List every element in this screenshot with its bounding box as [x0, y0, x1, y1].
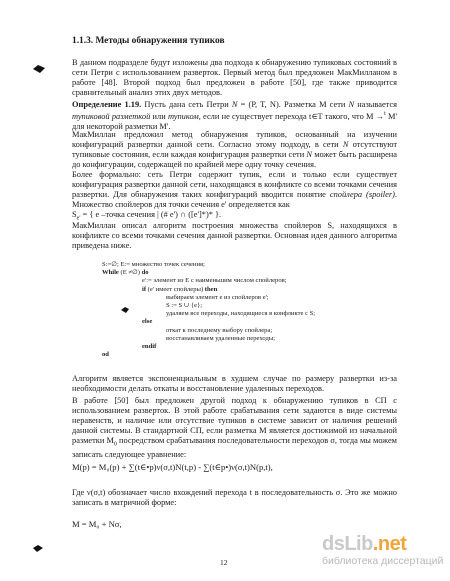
watermark: [322, 533, 446, 567]
scan-mark-top: [32, 64, 46, 74]
spoiler-set-formula: $S_{e'}$ = { e –точка сечения | (# e') ∩ ([e']*)* }.: [72, 209, 222, 222]
algo-line: od: [102, 351, 109, 359]
algo-line: S:=∅; E:= множество точек сечения;: [102, 261, 205, 268]
algo-line: S := S ∪ {e};: [166, 302, 203, 310]
term-deadlock-marking: тупиковой разметкой: [72, 111, 151, 121]
algo-line: else: [142, 318, 153, 326]
algo-line: восстанавливаем удаленные переходы;: [166, 334, 276, 342]
paragraph-mcmillan: МакМиллан предложил метод обнаружения тупиков, основанный на изучении конфигураций развертки данной сети. Согласно этому подходу, в сети N отсутствуют тупиковые состояния, если каждая конфигурация развертки сети N может быть расширена до конфигурации, содержащей по крайней мере одну точку сечения.: [72, 130, 398, 169]
algo-line: endif: [142, 343, 157, 351]
state-equation: M(p) = M₀(p) + ∑(t∈•p)ν(σ,t)N(t,p) - ∑(t∈p•)ν(σ,t)N(p,t),: [72, 462, 273, 472]
algo-line: удаляем все переходы, находящиеся в конфликте с S;: [166, 310, 316, 318]
definition-paragraph: Определение 1.19. Пусть дана сеть Петри N = (P, T, N). Разметка M сети N называется тупиковой разметкой или тупиком, если не существует перехода t∈T такого, что M →$^t$ M' для некоторой разметки M'.: [72, 100, 398, 131]
definition-label: Определение 1.19.: [72, 100, 142, 109]
paragraph-intro: В данном подразделе будут изложены два подхода к обнаружению тупиковых состояний в сети Петри с использованием разверток. Первый метод был предложен МакМилланом в работе [48]. Второй подход был предложен в работе [50], где также приводится сравнительный анализ этих двух методов.: [72, 58, 397, 97]
page-number: 12: [220, 558, 228, 567]
matrix-equation: M = M₀ + Nσ,: [72, 519, 122, 529]
paragraph-matrix-intro: Где ν(σ,t) обозначает число вхождений перехода t в последовательность σ. Это же можно записать в матричной форме:: [72, 488, 397, 507]
term-deadlock: тупиком: [167, 111, 199, 121]
watermark-logo: dsLib.net: [322, 533, 407, 555]
paragraph-second-approach: В работе [50] был предложен другой подход к обнаружению тупиков в СП с использованием разверток. В этой работе срабатывания сети задаются в виде системы неравенств, и наличие или отсутствие тупиков в системе зависит от наличия решений данной системы. В стандартной СП, если разметка M является достижимой из начальной разметки $M_0$ посредством срабатывания последовательности переходов σ, тогда мы можем записать следующее уравнение:: [72, 396, 397, 460]
algo-line: e':= элемент из E с наименьшим числом спойлеров;: [142, 277, 287, 285]
algo-line: выбираем элемент e из спойлеров e';: [166, 293, 269, 301]
section-heading: 1.1.3. Методы обнаружения тупиков: [72, 36, 225, 46]
algo-line: if (e' имеет спойлеры) then: [142, 285, 218, 293]
paragraph-complexity: Алгоритм является экспоненциальным в худшем случае по размеру развертки из-за необходимости делать откаты и восстановление удаленных переходов.: [72, 374, 397, 393]
term-spoiler: спойлера (spoiler): [329, 189, 395, 199]
watermark-subtitle: библиотека диссертаций: [322, 555, 444, 567]
paragraph-formal: Более формально: сеть Петри содержит тупик, если и только если существует конфигурация развертки данной сети, находящаяся в конфликте со всеми точками сечения развертки. Для обнаружения таких конфигураций вводится понятие спойлера (spoiler). Множество спойлеров для точки сечения e' определяется как $S_{e'}$ = { e –точка сечения | (# e') ∩ ([e']*)* }.: [72, 170, 397, 222]
algo-line: While (E ≠∅) do: [102, 269, 149, 277]
algo-line: откат к последнему выбору спойлера;: [166, 326, 273, 334]
scan-mark-bottom: [32, 544, 44, 553]
algorithm-listing: [102, 261, 352, 359]
paragraph-algorithm-intro: МакМиллан описал алгоритм построения множества спойлеров S, находящихся в конфликте со всеми точками сечения данной развертки. Основная идея данного алгоритма приведена ниже.: [72, 221, 397, 250]
